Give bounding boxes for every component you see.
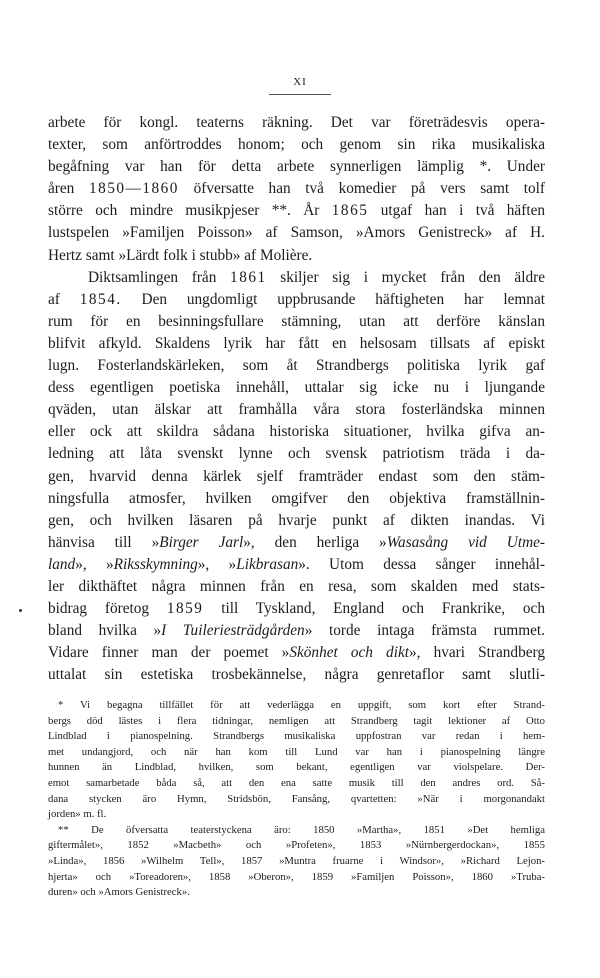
footnote-line: Lindblad i pianospelning. Strandbergs musikaliska uppfostran var redan i hem- xyxy=(48,730,545,743)
footnote-line: met undangjord, och när han kom till Lund var han i pianospelning längre xyxy=(48,745,545,758)
text-line: qväden, utan älskar att framhålla våra stora fosterländska minnen xyxy=(48,401,545,419)
text-run: utgaf han i två häften xyxy=(368,202,546,220)
text-run: », » xyxy=(197,555,237,573)
page-number-rule xyxy=(269,94,331,95)
text-run: Vidare finner man der poemet » xyxy=(48,644,290,662)
text-line: ler dikthäftet några minnen från en resa, som skalden med stats- xyxy=(48,577,545,595)
text-line xyxy=(48,532,545,554)
text-line: begåfning var han för detta arbete synnerligen lämplig *. Under xyxy=(48,158,545,176)
text-run: Den ungdomligt uppbrusande häftigheten har lemnat xyxy=(121,290,545,308)
text-run: Diktsamlingen från xyxy=(88,268,231,286)
year: 1865 xyxy=(331,202,369,220)
text-line: dess egentligen poetiska innehåll, uttalar sig icke nu i ljungande xyxy=(48,379,545,397)
text-line: uttalat sin estetiska trosbekännelse, några genretaflor samt slutli- xyxy=(48,666,545,684)
footnote-line: giftermålet», 1852 »Macbeth» och »Profeten», 1853 »Nürnbergerdockan», 1855 xyxy=(48,839,545,852)
italic-title: I Tuileriesträdgården xyxy=(161,622,305,640)
footnote-line: ** De öfversatta teaterstyckena äro: 1850 »Martha», 1851 »Det hemliga xyxy=(58,823,545,836)
italic-title: Skönhet och dikt xyxy=(289,644,409,662)
text-run: bidrag företog xyxy=(48,600,167,618)
text-run: öfversatte han två komedier på vers samt tolf xyxy=(178,180,545,198)
year: 1850—1860 xyxy=(88,180,179,198)
main-text xyxy=(48,112,545,686)
text-line xyxy=(48,200,545,222)
text-line xyxy=(48,178,545,200)
text-run: åren xyxy=(48,180,89,198)
footnote-line: jorden» m. fl. xyxy=(48,808,107,821)
text-line: arbete för kongl. teaterns räkning. Det var företrädesvis opera- xyxy=(48,114,545,131)
footnote-line: bergs död lästes i flera tidningar, nemligen att Strandberg tagit lektioner af Otto xyxy=(48,714,545,727)
text-run: hänvisa till » xyxy=(48,533,160,551)
footnote-line: duren» och »Amors Genistreck». xyxy=(48,886,190,899)
text-line: ningsfulla atmosfer, hvilken omgifver den objektiva framställnin- xyxy=(48,489,545,507)
text-run: af xyxy=(48,290,80,308)
text-run: », hvari Strandberg xyxy=(409,644,545,662)
footnotes xyxy=(48,698,545,901)
text-line xyxy=(48,267,545,289)
text-line: lugn. Fosterlandskärleken, som åt Strandbergs politiska lyrik gaf xyxy=(48,357,545,375)
italic-title: Wasasång vid Utme- xyxy=(386,533,545,551)
text-run: skiljer sig i mycket från den äldre xyxy=(266,268,545,286)
page-number: XI xyxy=(293,76,307,88)
text-line: gen, och hvilken läsaren på hvarje punkt af dikten inandas. Vi xyxy=(48,511,545,529)
italic-title: Birger Jarl xyxy=(159,533,244,551)
text-line xyxy=(48,620,545,642)
text-line: blifvit afkyld. Skaldens lyrik har fått en helsosam tillsats af episkt xyxy=(48,334,545,352)
footnote-line: * Vi begagna tillfället för att vederlägga en uppgift, som kort efter Strand- xyxy=(58,699,545,711)
text-line: Hertz samt »Lärdt folk i stubb» af Molière. xyxy=(48,246,313,264)
italic-title: Riksskymning xyxy=(113,555,198,573)
text-run: till Tyskland, England och Frankrike, och xyxy=(203,600,545,618)
text-line: lustspelen »Familjen Poisson» af Samson, »Amors Genistreck» af H. xyxy=(48,224,545,242)
text-line xyxy=(48,554,545,576)
footnote-line: hjerta» och »Toreadoren», 1858 »Oberon», 1859 »Familjen Poisson», 1860 »Truba- xyxy=(48,870,545,883)
text-run: bland hvilka » xyxy=(48,622,162,640)
footnote-line: dana stycken äro Hymn, Stridsbön, Fansång, qvartetten: »När i morgonandakt xyxy=(48,792,545,805)
year: 1859 xyxy=(166,600,204,618)
year: 1854. xyxy=(79,290,122,308)
text-run: », den herliga » xyxy=(243,533,387,551)
text-line xyxy=(48,598,545,620)
footnote-line: »Linda», 1856 »Wilhelm Tell», 1857 »Muntra fruarne i Windsor», »Richard Lejon- xyxy=(48,854,545,867)
text-line: eller ock att skildra sådana historiska situationer, hvilka gifva an- xyxy=(48,423,545,441)
year: 1861 xyxy=(230,268,267,286)
text-run: ». Utom dessa sånger innehål- xyxy=(298,555,545,573)
text-line: gen, hvarvid denna kärlek sjelf framträder endast som den stäm- xyxy=(48,467,545,485)
text-line: ledning att låta svenskt lynne och svensk patriotism träda i da- xyxy=(48,445,545,463)
italic-title: Likbrasan xyxy=(236,555,299,573)
text-run: », » xyxy=(75,555,114,573)
text-run: större och mindre musikpjeser **. År xyxy=(48,202,332,220)
text-line xyxy=(48,289,545,311)
text-line xyxy=(48,642,545,664)
text-line: rum för en besinningsfullare stämning, utan att derföre känslan xyxy=(48,312,545,330)
italic-title: land xyxy=(48,555,76,573)
margin-mark xyxy=(19,609,22,612)
text-line: texter, som anförtroddes honom; och genom sin rika musikaliska xyxy=(48,136,545,154)
footnote-line: emot samarbetade båda så, att den ena satte musik till den andres ord. Så- xyxy=(48,776,545,789)
text-run: » torde intaga främsta rummet. xyxy=(304,622,546,640)
footnote-line: hunnen än Lindblad, hvilken, som bekant, egentligen var violspelare. Der- xyxy=(48,761,545,774)
